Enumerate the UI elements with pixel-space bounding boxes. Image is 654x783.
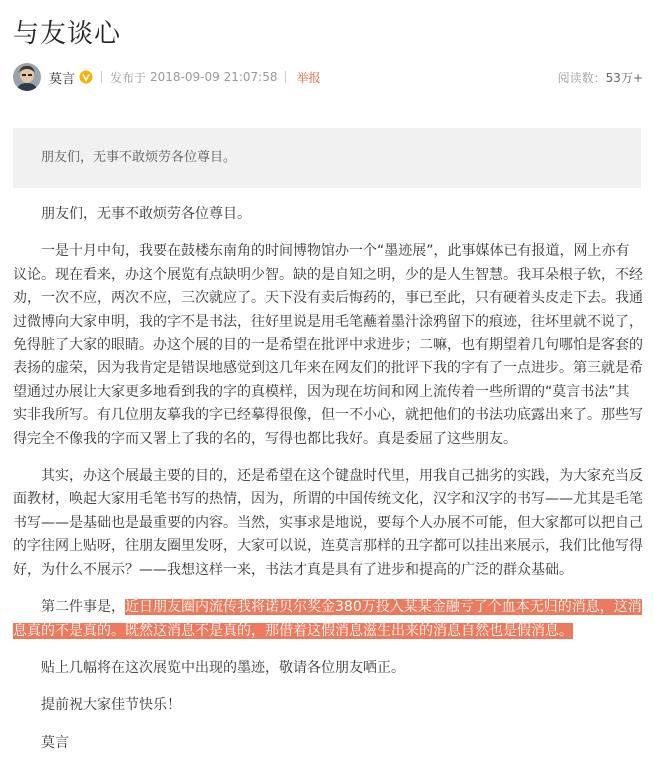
meta-divider [285,71,286,83]
article-meta-bar [13,62,643,92]
author-avatar[interactable] [13,63,41,91]
paragraph-2: 其实，办这个展最主要的目的，还是希望在这个键盘时代里，用我自己拙劣的实践，为大家充当反面教材，唤起大家用毛笔书写的热情，因为，所谓的中国传统文化，汉字和汉字的书写——尤其是毛笔书写——是基础也是最重要的内容。当然，实事求是地说，要每个人办展不可能，但大家都可以把自己的字往网上贴呀，往朋友圈里发呀，大家可以说，连莫言那样的丑字都可以挂出来展示，我们比他写得好，为什么不展示？——我想这样一来，书法才真是具有了进步和提高的广泛的群众基础。 [13,468,643,578]
paragraph-3-lead: 第二件事是， [41,599,125,616]
verified-v-icon [79,70,93,84]
paragraph-1: 一是十月中旬，我要在鼓楼东南角的时间博物馆办一个“墨迹展”，此事媒体已有报道，网上亦有议论。现在看来，办这个展览有点缺明少智。缺的是自知之明，少的是人生智慧。我耳朵根子软，不经劝，一次不应，两次不应，三次就应了。天下没有卖后悔药的，事已至此，只有硬着头皮走下去。我通过微博向大家申明，我的字不是书法，往好里说是用毛笔蘸着墨汁涂鸦留下的痕迹，往坏里就不说了，免得脏了大家的眼睛。办这个展的目的一是希望在批评中求进步；二嘛，也有期望着几句哪怕是客套的表扬的虚荣，因为我肯定是错误地感觉到这几年来在网友们的批评下我的字有了一点进步。第三就是希望通过办展让大家更多地看到我的字的真模样，因为现在坊间和网上流传着一些所谓的“莫言书法”其实非我所写。有几位朋友摹我的字已经摹得很像，但一不小心，就把他们的书法功底露出来了。那些写得完全不像我的字而又署上了我的名的，写得也都比我好。真是委屈了这些朋友。 [13,243,643,447]
read-count [558,69,643,86]
article-title: 与友谈心 [13,19,122,49]
paragraph-greeting: 朋友们，无事不敢烦劳各位尊目。 [41,206,251,222]
meta-divider [101,71,102,83]
highlighted-text: 近日朋友圈内流传我将诺贝尔奖金380万投入某某金融亏了个血本无归的消息，这消息真的不是真的。既然这消息不是真的，那借着这假消息滋生出来的消息自然也是假消息。 [13,599,642,639]
published-label: 发布于 [110,70,147,85]
paragraph-4: 贴上几幅将在这次展览中出现的墨迹，敬请各位朋友哂正。 [41,659,405,676]
author-name[interactable]: 莫言 [49,71,76,87]
paragraph-3 [13,596,643,643]
read-count-label: 阅读数： [557,70,606,85]
article-summary: 朋友们，无事不敢烦劳各位尊目。 [13,128,641,188]
paragraph-5: 提前祝大家佳节快乐！ [41,697,181,714]
published-time: 2018-09-09 21:07:58 [150,70,278,84]
article-body [13,203,643,755]
read-count-value: 53万+ [605,70,643,85]
signature: 莫言 [41,734,69,751]
report-link[interactable]: 举报 [296,70,321,85]
